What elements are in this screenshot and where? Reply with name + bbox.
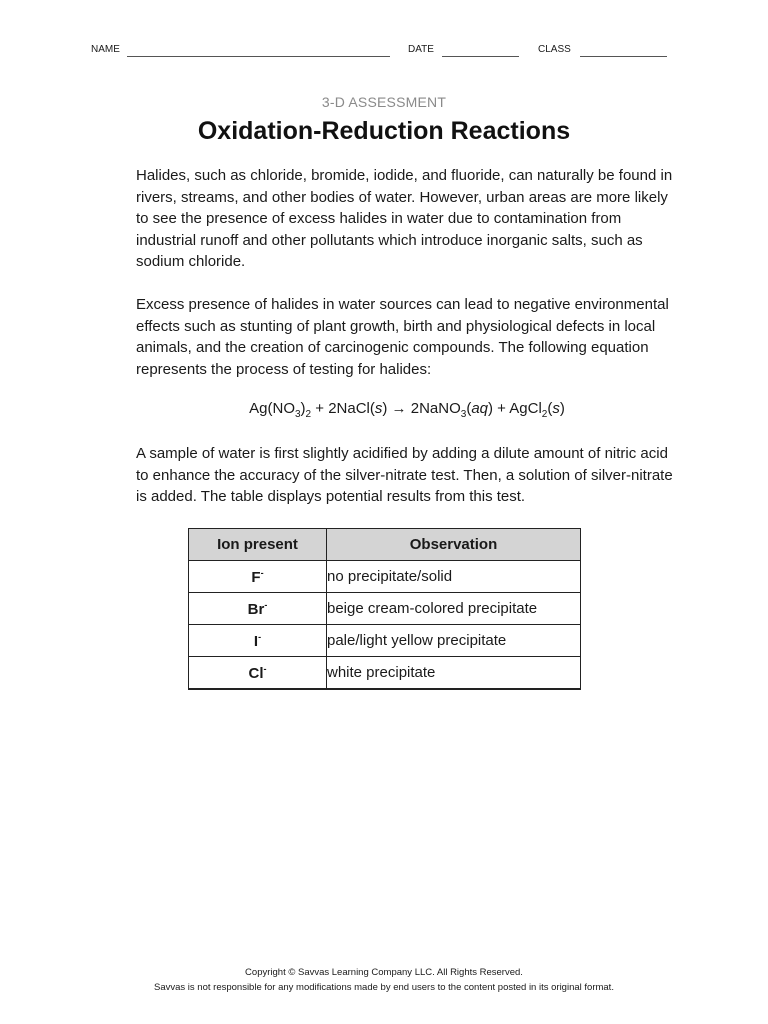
- column-header-observation: Observation: [327, 529, 581, 561]
- effects-paragraph: Excess presence of halides in water sources can lead to negative environmental effects such as stunting of plant growth, birth and physiological defects in local animals, and the creation of carcinogenic compounds. The following equation represents the process of testing for halides:: [136, 296, 669, 378]
- table-header-row: [189, 529, 581, 561]
- worksheet-header: [91, 44, 671, 60]
- ion-cell: I-: [189, 625, 327, 657]
- class-label: CLASS: [538, 44, 571, 55]
- procedure-paragraph: A sample of water is first slightly acidified by adding a dilute amount of nitric acid to enhance the accuracy of the silver-nitrate test. Then, a solution of silver-nitrate is added. The table displays potential results from this test.: [136, 445, 673, 505]
- observation-cell: no precipitate/solid: [327, 561, 581, 593]
- date-label: DATE: [408, 44, 434, 55]
- observation-cell: white precipitate: [327, 657, 581, 690]
- table-row: [189, 625, 581, 657]
- disclaimer-notice: Savvas is not responsible for any modifications made by end users to the content posted in its original format.: [154, 982, 614, 993]
- class-field[interactable]: [580, 56, 667, 57]
- date-field[interactable]: [442, 56, 519, 57]
- observation-cell: pale/light yellow precipitate: [327, 625, 581, 657]
- chemical-equation: $Ag(NO_3)_2$ + 2NaCl(s) → 2NaNO$_3$(aq) + AgCl$_2$(s): [249, 400, 565, 420]
- name-label: NAME: [91, 44, 120, 55]
- table-row: [189, 561, 581, 593]
- intro-paragraph: Halides, such as chloride, bromide, iodide, and fluoride, can naturally be found in rivers, streams, and other bodies of water. However, urban areas are more likely to see the presence of excess halides in water due to contamination from industrial runoff and other pollutants which introduce inorganic salts, such as sodium chloride.: [136, 167, 673, 270]
- name-field[interactable]: [127, 56, 390, 57]
- copyright-notice: Copyright © Savvas Learning Company LLC. All Rights Reserved.: [245, 967, 523, 978]
- column-header-ion: Ion present: [189, 529, 327, 561]
- ion-cell: Cl-: [189, 657, 327, 690]
- observation-cell: beige cream-colored precipitate: [327, 593, 581, 625]
- page-title: Oxidation-Reduction Reactions: [197, 117, 571, 145]
- table-row: [189, 593, 581, 625]
- ion-cell: Br-: [189, 593, 327, 625]
- results-table: [188, 528, 581, 690]
- table-row: [189, 657, 581, 690]
- section-kicker: 3-D ASSESSMENT: [321, 94, 447, 110]
- ion-cell: F-: [189, 561, 327, 593]
- page-footer: [0, 965, 768, 995]
